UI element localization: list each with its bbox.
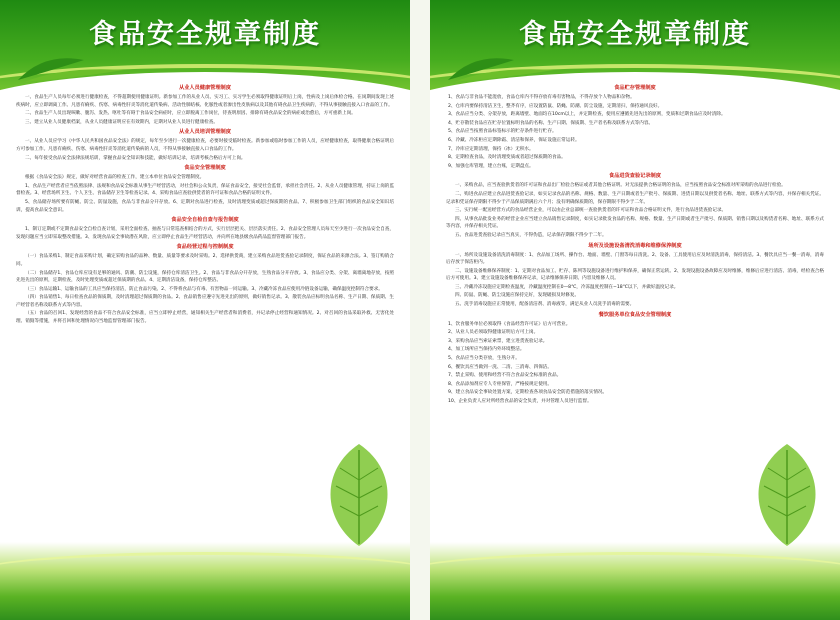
list-item: 7、冷库应定期清理，保持（冰）无积水。: [448, 146, 534, 152]
poster-left: [0, 0, 410, 620]
list-item: 1、食品与非食品不能混放，食品仓库内不得存放有毒有害物品，不得存放个人物品和杂物。: [448, 95, 635, 100]
list-item: 5、食品应当分类存放，生熟分开。: [448, 356, 520, 362]
paragraph: 根据《食品安全法》规定，做好对经营食品的检查工作，建立本单位食品安全管理制度。: [25, 175, 205, 181]
leaf-icon: [444, 46, 564, 86]
footer-wave: [0, 552, 410, 595]
list-item: 6、冷藏、冷冻柜应定期除霜、清洁和保养，保证设施正常运转。: [448, 137, 580, 143]
footer-wave: [430, 552, 840, 595]
list-item: 8、定期检查食品，及时清理变质或者超过保质期的食品。: [448, 155, 566, 161]
section-body: [446, 94, 824, 170]
section-body: [16, 174, 394, 214]
list-item: 3、采购食品应当索证索票，建立进货查验记录。: [448, 338, 548, 344]
paragraph: 二、每年接受食品安全法律法规培训，掌握食品安全知识和技能，做好培训记录，培训考核合格后方可上岗。: [25, 155, 246, 161]
page-title: 食品安全规章制度: [89, 19, 321, 50]
section-body: [446, 252, 824, 309]
section-heading: 从业人员健康管理制度: [179, 85, 231, 91]
list-item: 6、餐饮具应当做到一洗、二清、三消毒、四保洁。: [448, 364, 552, 370]
paragraph: 三、建立从业人员健康档案，从业人员健康证明应在有效期内，定期对从业人员进行健康检查。: [25, 119, 218, 125]
section-heading: 餐饮服务单位食品安全管理制度: [598, 311, 672, 318]
paragraph: （二）食品储存1、食品仓库应设有足够的通风、防潮、防尘设施，保持仓库清洁卫生。2、食品与非食品分开存放，生熟食品分开存放。3、食品应分类、分架、离墙离地存放，按照先进先出的原则，定期检查，及时处理变质或超过保质期的食品。4、定期清洁设备，保持仓库整洁。: [16, 270, 394, 284]
paragraph: （四）食品销售1、每日检查食品的保质期，及时清理超过保质期的食品。2、食品销售应遵守先进先出的原则，做好销售记录。3、散装食品应标明食品名称、生产日期、保质期、生产经营者名称及联系方式等内容。: [16, 295, 394, 308]
section-body: [446, 321, 824, 406]
leaf-icon: [14, 46, 134, 86]
paragraph: 五、食品进货查验记录应当真实，不得伪造，记录保存期限不得少于二年。: [455, 232, 607, 238]
section-heading: 场所及设施设备清洗消毒和维修保养制度: [588, 242, 682, 249]
section-heading: 从业人员培训管理制度: [179, 129, 231, 136]
paragraph: 一、采购食品，应当查验供货者的许可证和食品出厂检验合格证或者其他合格证明。对无法提供合格证明的食品，应当按照食品安全标准对所采购的食品进行检验。: [455, 183, 786, 189]
paragraph: 四、从事食品批发业务的经营企业应当建立食品销售记录制度，如实记录批发食品的名称、规格、数量、生产日期或者生产批号、保质期、销售日期以及购货者名称、地址、联系方式等内容，并保存相关凭证。: [446, 216, 824, 230]
list-item: 9、加强仓库管理，建立台账，定期盘点。: [448, 163, 534, 169]
section-heading: 食品进货查验记录制度: [609, 173, 661, 180]
paragraph: 二、购进食品应建立食品进货查验记录，如实记录食品的名称、规格、数量、生产日期或者生产批号、保质期、进货日期以及供货者名称、地址、联系方式等内容，并保存相关凭证。记录和凭证保存期限不得少于产品保质期满后六个月；没有明确保质期的，保存期限不得少于二年。: [446, 191, 824, 205]
list-item: 8、食品添加剂应专人专柜保管，严格按规定使用。: [448, 381, 552, 387]
footer-grass: [430, 542, 840, 620]
paragraph: 一、从业人员应学习《中华人民共和国食品安全法》的规定，每年至少进行一次健康检查，必要时接受临时检查。新参加或临时参加工作的人员，应经健康检查，取得健康合格证明后方可参加工作。凡患有痢疾、伤寒、病毒性肝炎等消化道传染病的人员，不得从事接触直接入口食品的工作。: [16, 139, 394, 152]
paragraph: 四、防鼠、防蝇、防尘设施应保持完好，发现破损及时修复。: [455, 293, 580, 299]
poster-right: [430, 0, 840, 620]
paragraph: （五）食品的召回1、发现经营的食品不符合食品安全标准，应当立即停止经营，通知相关生产经营者和消费者，并记录停止经营和通知情况。2、对召回的食品采取补救、无害化处理、销毁等措施，并将召回和处理情况向当地监督管理部门报告。: [16, 311, 394, 325]
paragraph: 一、食品生产人员每年必须进行健康检查，不得超期使用健康证明。新参加工作的从业人员、实习工、实习学生必须取得健康证明后上岗，性病及上岗后体检合格。在岗期间发现上述疾病时，应立即调离工作。凡患有痢疾、伤寒、病毒性肝炎等消化道传染病、活动性肺结核、化脓性或者渗出性皮肤病以及其他有碍食品卫生疾病的，不得从事接触直接入口食品的工作。: [16, 95, 394, 108]
paragraph: 1、制订定期或不定期食品安全自检自查计划，采用全面检查、抽查与日常巡查相结合的方式，实行层层把关、层层落实责任。2、食品安全管理人员每天至少进行一次食品安全自查，发现问题应当立即采取整改措施。3、发现食品安全事故潜在风险，应立即停止食品生产经营活动，并向所在地县级食品药品监督管理部门报告。: [16, 227, 394, 240]
list-item: 2、从业人员必须取得健康证明后方可上岗。: [448, 330, 539, 336]
paragraph: 1、食品生产经营者应当依照法律、法规和食品安全标准从事生产经营活动，对社会和公众负责，保证食品安全，接受社会监督，承担社会责任。2、从业人员健康管理，持证上岗的监督检查。3、经营场所卫生、个人卫生、食品储存卫生等检查记录。4、采购食品应查验供货者的许可证和食品合格的证明文件。: [16, 183, 394, 197]
paragraph: 五、洗手消毒设施应正常使用，配备清洁剂、消毒液等，满足从业人员洗手消毒的需要。: [455, 302, 635, 308]
section-body: [16, 94, 394, 126]
section-body: [16, 253, 394, 325]
list-item: 4、贮存散装食品应在贮存位置标明食品的名称、生产日期、保质期、生产者名称及联系方式等内容。: [448, 120, 654, 126]
paragraph: 三、冷藏冷冻设施应定期检查温度，冷藏温度控制在0—8℃，冷冻温度控制在−18℃以下，并做好温度记录。: [455, 284, 679, 290]
section-heading: 食品安全管理制度: [184, 165, 226, 172]
paragraph: 一、场所及设施设备清洗消毒制度：1、食品加工场所、操作台、地面、墙壁、门窗等每日清洗。2、设备、工具使用后应及时清洗消毒，保持清洁。3、餐饮具应当一餐一消毒，消毒后存放于保洁柜内。: [446, 252, 824, 266]
paragraph: 二、食品生产人员出现咳嗽、腹泻、发热、呕吐等有碍于食品安全病症时，应立即脱离工作岗位，待查明原因、排除有碍食品安全的病症或治愈后，方可重新上岗。: [25, 111, 356, 117]
footer-grass: [0, 542, 410, 620]
section-body: [16, 226, 394, 241]
paragraph: （一）食品采购1、制定食品采购计划，确定采购食品的品种、数量、质量等要求及时采购。2、选择供货商，建立采购食品进货查验记录制度，保证食品的来源合法。3、签订购销合同。: [16, 254, 394, 267]
gutter: [410, 0, 430, 620]
list-item: 1、饮食服务单位必须取得《食品经营许可证》后方可营业。: [448, 321, 571, 327]
list-item: 7、禁止采购、使用和经营不符合食品安全标准的食品。: [448, 373, 562, 379]
list-item: 4、加工场所应当保持内外环境整洁。: [448, 347, 525, 353]
section-heading: 食品经营过程与控制制度: [176, 244, 234, 251]
list-item: 5、食品应当按照食品标签标示的贮存条件进行贮存。: [448, 129, 557, 135]
list-item: 10、企业负责人应对所经营食品的安全负责，并对管理人员进行监督。: [448, 399, 592, 404]
section-heading: 食品贮存管理制度: [614, 85, 656, 91]
leaf-icon: [318, 440, 400, 550]
paragraph: 二、设施设备维修保养制度：1、定期对食品加工、贮存、陈列等设施设备进行维护和保养，确保正常运转。2、发现设施设备故障应及时维修，维修后应进行清洁、消毒，经检查合格后方可使用。3、建立设施设备维修保养记录，记录维修保养日期、内容及维修人员。: [446, 268, 824, 282]
paragraph: （三）食品运输1、运输食品的工具应当保持清洁，防止食品污染。2、不得将食品与有毒、有害物品一同运输。3、冷藏冷冻食品应使用冷链设备运输，确保温度控制符合要求。: [25, 286, 383, 292]
section-body: [16, 138, 394, 162]
list-item: 3、食品应当分类、分架存放，距离墙壁、地面均在10cm以上，并定期检查，使用应遵循先进先出的原则，变质和过期食品应及时清除。: [448, 112, 726, 118]
list-item: 2、仓库内要保持清洁卫生，整齐有序，应设置防鼠、防蝇、防潮、防尘设施，定期清扫，保持通风良好。: [448, 103, 663, 109]
list-item: 9、建立食品安全事故处置方案，定期检查各项食品安全防范措施的落实情况。: [448, 390, 608, 396]
paragraph: 5、食品储存场所要有防蝇、防尘、防鼠设施，食品与非食品分开存放。6、定期对食品进行检查，及时清理变质或超过保质期的食品。7、积极参加卫生部门组织的食品安全知识培训，提高食品安全意识。: [16, 199, 394, 213]
section-body: [446, 182, 824, 239]
paragraph: 三、实行统一配送经营方式的食品经营企业，可以由企业总部统一查验供货者的许可证和食品合格证明文件，进行食品进货查验记录。: [455, 208, 727, 214]
section-heading: 食品安全自检自查与报告制度: [171, 217, 239, 224]
page-title: 食品安全规章制度: [519, 19, 751, 50]
leaf-icon: [746, 440, 828, 550]
